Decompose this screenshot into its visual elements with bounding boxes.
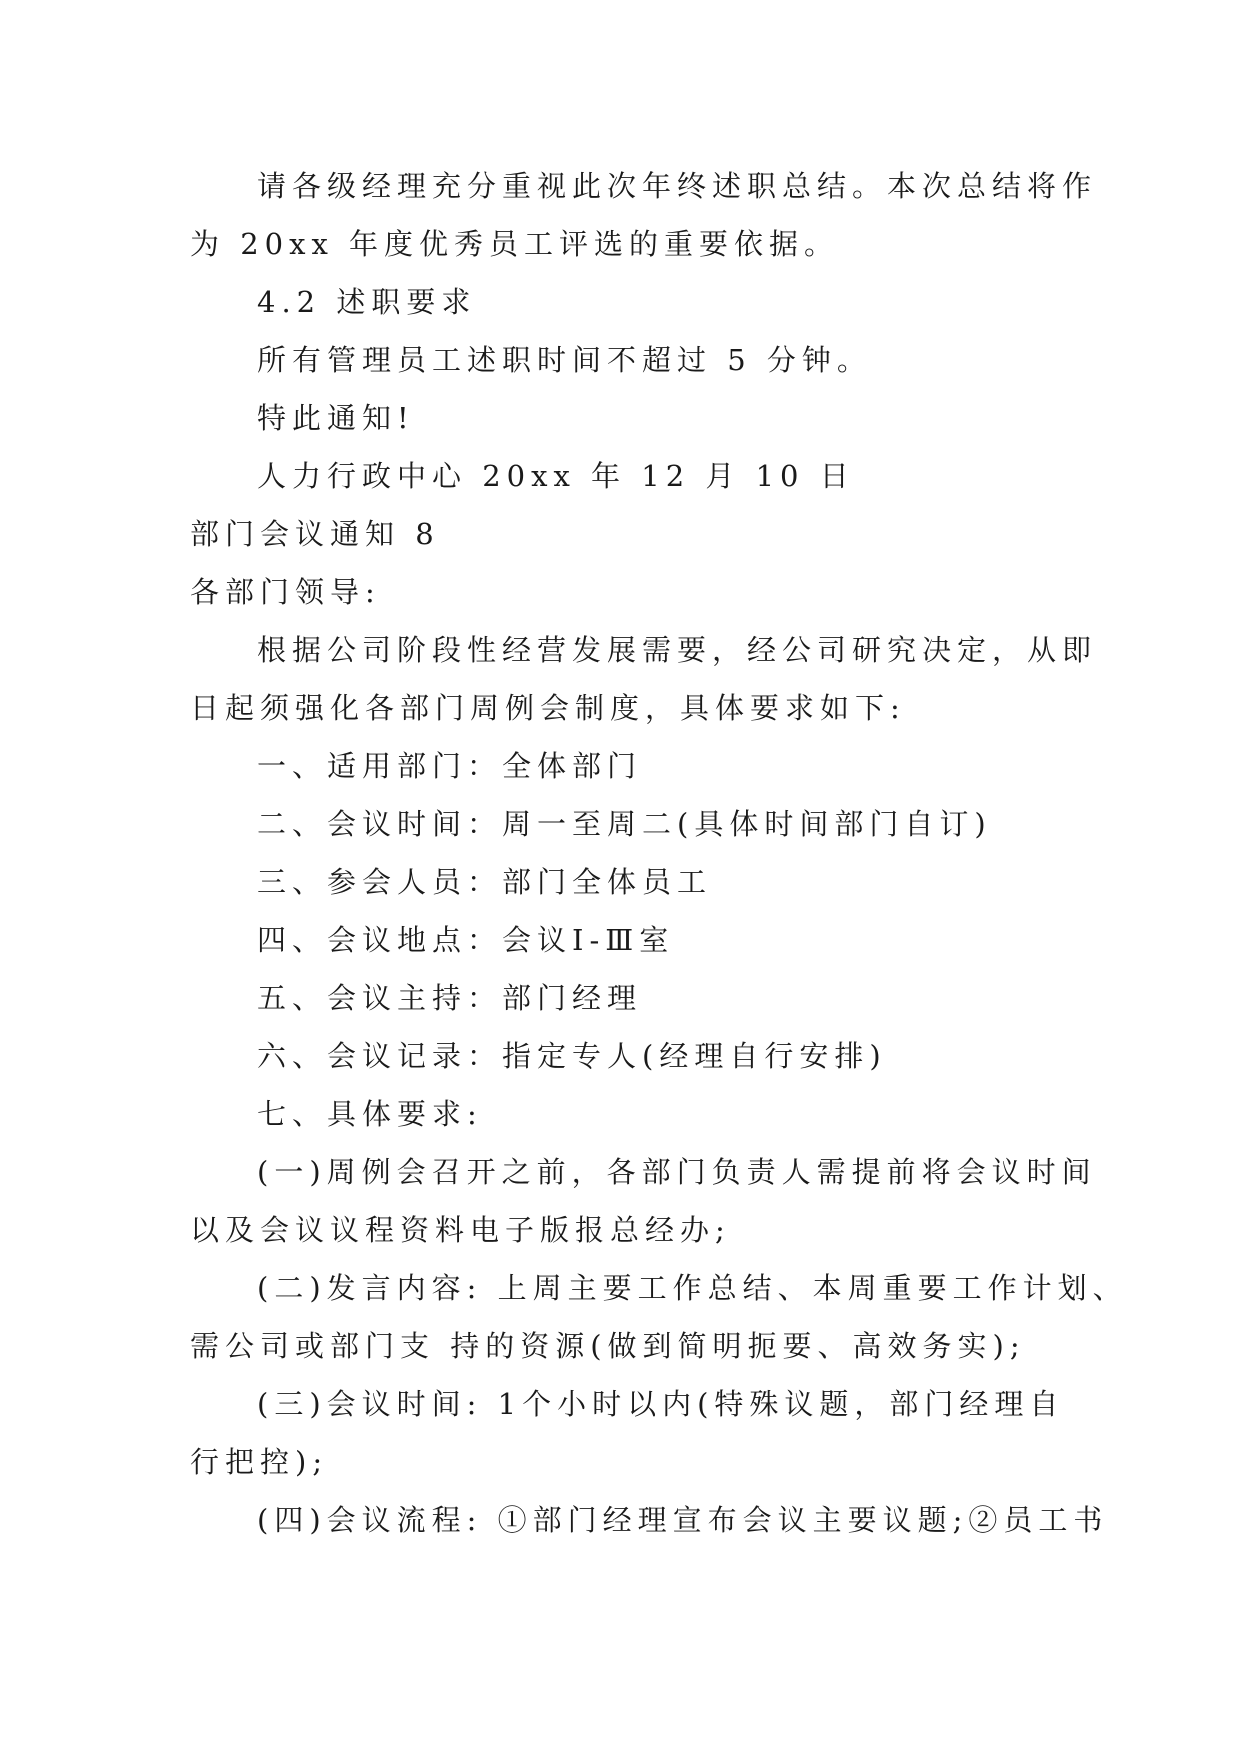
paragraph-line: (四)会议流程: ①部门经理宣布会议主要议题;②员工书 bbox=[257, 1503, 1109, 1537]
document-title: 部门会议通知 8 bbox=[190, 517, 440, 551]
list-item: 五、会议主持：部门经理 bbox=[257, 981, 643, 1015]
paragraph-line: 特此通知! bbox=[257, 401, 415, 435]
list-item: 一、适用部门：全体部门 bbox=[257, 749, 643, 783]
list-item: 七、具体要求: bbox=[257, 1097, 483, 1131]
paragraph-line: 请各级经理充分重视此次年终述职总结。本次总结将作 bbox=[257, 169, 1098, 203]
paragraph-line: (三)会议时间: 1个小时以内(特殊议题，部门经理自 bbox=[257, 1387, 1065, 1421]
salutation: 各部门领导: bbox=[190, 575, 381, 609]
paragraph-line: 根据公司阶段性经营发展需要，经公司研究决定，从即 bbox=[257, 633, 1098, 667]
paragraph-line: (二)发言内容: 上周主要工作总结、本周重要工作计划、 bbox=[257, 1271, 1128, 1305]
paragraph-line: (一)周例会召开之前，各部门负责人需提前将会议时间 bbox=[257, 1155, 1097, 1189]
paragraph-line: 以及会议议程资料电子版报总经办; bbox=[190, 1213, 731, 1247]
paragraph-line: 为 20xx 年度优秀员工评选的重要依据。 bbox=[190, 227, 840, 261]
list-item: 六、会议记录：指定专人(经理自行安排) bbox=[257, 1039, 887, 1073]
paragraph-line: 所有管理员工述职时间不超过 5 分钟。 bbox=[257, 343, 872, 377]
list-item: 四、会议地点：会议Ⅰ-Ⅲ室 bbox=[257, 923, 675, 957]
signature-line: 人力行政中心 20xx 年 12 月 10 日 bbox=[257, 459, 855, 493]
paragraph-line: 日起须强化各部门周例会制度，具体要求如下: bbox=[190, 691, 906, 725]
list-item: 三、参会人员：部门全体员工 bbox=[257, 865, 713, 899]
paragraph-line: 需公司或部门支 持的资源(做到简明扼要、高效务实); bbox=[190, 1329, 1026, 1363]
section-heading: 4.2 述职要求 bbox=[257, 285, 477, 319]
paragraph-line: 行把控); bbox=[190, 1445, 329, 1479]
list-item: 二、会议时间：周一至周二(具体时间部门自订) bbox=[257, 807, 992, 841]
